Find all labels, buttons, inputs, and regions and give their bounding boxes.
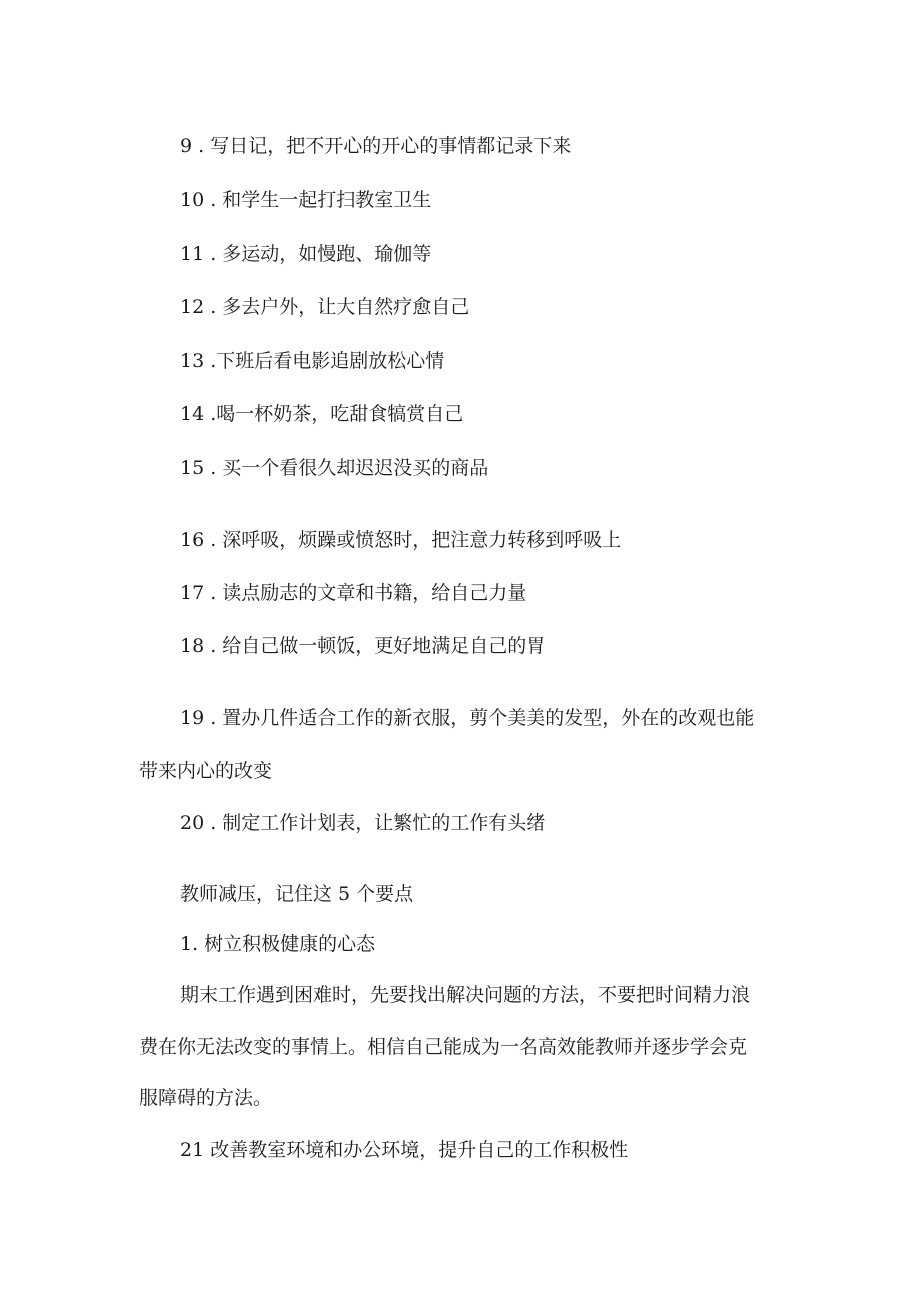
item-number: 17 — [180, 582, 205, 604]
item-text: . 深呼吸，烦躁或愤怒时，把注意力转移到呼吸上 — [204, 529, 622, 551]
item-text: . 置办几件适合工作的新衣服，剪个美美的发型，外在的改观也能 — [204, 707, 755, 729]
point-1-body-line-1: 期末工作遇到困难时，先要找出解决问题的方法，不要把时间精力浪 — [180, 984, 751, 1006]
item-text: . 和学生一起打扫教室卫生 — [204, 189, 432, 211]
item-number: 9 — [180, 135, 193, 157]
point-1-title: 1. 树立积极健康的心态 — [180, 933, 376, 955]
item-number: 16 — [180, 529, 205, 551]
item-text: . 制定工作计划表，让繁忙的工作有头绪 — [204, 812, 546, 834]
item-text: . 写日记，把不开心的开心的事情都记录下来 — [192, 135, 572, 157]
list-item-15 — [180, 456, 488, 480]
list-item-16 — [180, 528, 621, 552]
item-number: 11 — [180, 243, 205, 265]
item-number: 14 — [180, 403, 205, 425]
item-text: . 多运动，如慢跑、瑜伽等 — [204, 243, 432, 265]
list-item-13 — [180, 349, 444, 373]
item-text: .下班后看电影追剧放松心情 — [204, 350, 445, 372]
point-1-body-line-2: 费在你无法改变的事情上。相信自己能成为一名高效能教师并逐步学会克 — [139, 1036, 748, 1058]
item-number: 13 — [180, 350, 205, 372]
list-item-10 — [180, 188, 431, 212]
list-item-19 — [180, 706, 754, 730]
list-item-19-continuation: 带来内心的改变 — [139, 760, 273, 782]
list-item-17 — [180, 581, 526, 605]
item-text: .喝一杯奶茶，吃甜食犒赏自己 — [204, 403, 464, 425]
item-number: 18 — [180, 635, 205, 657]
item-text: . 多去户外，让大自然疗愈自己 — [204, 296, 470, 318]
item-text: . 给自己做一顿饭，更好地满足自己的胃 — [204, 635, 546, 657]
list-item-9 — [180, 134, 571, 158]
item-text: . 读点励志的文章和书籍，给自己力量 — [204, 582, 527, 604]
item-number: 10 — [180, 189, 205, 211]
section-heading: 教师减压，记住这 5 个要点 — [180, 883, 414, 905]
list-item-18 — [180, 634, 545, 658]
list-item-12 — [180, 295, 469, 319]
item-text: . 买一个看很久却迟迟没买的商品 — [204, 457, 489, 479]
point-1-body-line-3: 服障碍的方法。 — [139, 1087, 273, 1109]
point-2-title: 21 改善教室环境和办公环境，提升自己的工作积极性 — [180, 1139, 629, 1161]
item-number: 19 — [180, 707, 205, 729]
item-number: 15 — [180, 457, 205, 479]
item-number: 12 — [180, 296, 205, 318]
item-number: 20 — [180, 812, 205, 834]
list-item-11 — [180, 242, 431, 266]
list-item-20 — [180, 811, 545, 835]
list-item-14 — [180, 402, 463, 426]
